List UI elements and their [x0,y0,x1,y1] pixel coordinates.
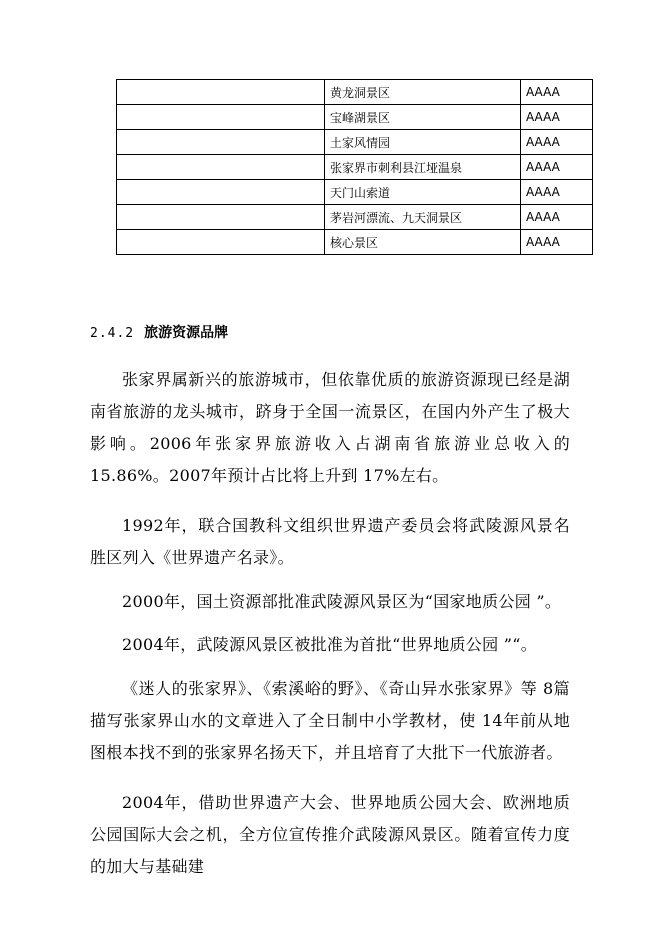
section-heading [90,322,228,342]
scenic-area-grade: AAAA [521,205,593,230]
scenic-area-name: 黄龙洞景区 [325,80,521,105]
section-title: 旅游资源品牌 [144,325,229,341]
table-cell-empty [117,180,325,205]
scenic-area-name: 土家风情园 [325,130,521,155]
table-row [117,130,593,155]
table-row [117,105,593,130]
table-row [117,230,593,255]
table-cell-empty [117,155,325,180]
scenic-area-name: 茅岩河漂流、九天洞景区 [325,205,521,230]
table-row [117,80,593,105]
table-cell-empty [117,230,325,255]
paragraph-2000-geopark: 2000年，国土资源部批准武陵源风景区为“国家地质公园 ”。 [122,592,562,611]
table-row [117,155,593,180]
scenic-area-grade: AAAA [521,155,593,180]
scenic-area-grade: AAAA [521,230,593,255]
scenic-area-grade: AAAA [521,180,593,205]
paragraph-tourism-overview: 张家界属新兴的旅游城市，但依靠优质的旅游资源现已经是湖南省旅游的龙头城市，跻身于全国一流景区，在国内外产生了极大影响。2006年张家界旅游收入占湖南省旅游业总收入的 15.86%。2007年预计占比将上升到 17%左右。 [90,370,570,485]
table-cell-empty [117,105,325,130]
scenic-area-grade: AAAA [521,80,593,105]
scenic-area-name: 张家界市刺利县江垭温泉 [325,155,521,180]
scenic-area-grade: AAAA [521,130,593,155]
scenic-area-grade: AAAA [521,105,593,130]
scenic-area-table [116,79,593,255]
table-row [117,180,593,205]
table-cell-empty [117,80,325,105]
paragraph-1992-heritage: 1992年，联合国教科文组织世界遗产委员会将武陵源风景名胜区列入《世界遗产名录》。 [90,516,570,567]
table-cell-empty [117,205,325,230]
paragraph-2004-promotion: 2004年，借助世界遗产大会、世界地质公园大会、欧洲地质公园国际大会之机，全方位宣传推介武陵源风景区。随着宣传力度的加大与基础建 [90,793,570,876]
scenic-area-name: 天门山索道 [325,180,521,205]
paragraph-textbooks: 《迷人的张家界》、《索溪峪的野》、《奇山异水张家界》等 8篇描写张家界山水的文章进入了全日制中小学教材，使 14年前从地图根本找不到的张家界名扬天下，并且培育了大批下一代旅游者。 [90,679,570,762]
table-row [117,205,593,230]
table-cell-empty [117,130,325,155]
scenic-area-name: 核心景区 [325,230,521,255]
paragraph-2004-world-geopark: 2004年，武陵源风景区被批准为首批“世界地质公园 ”“。 [122,635,538,654]
scenic-area-name: 宝峰湖景区 [325,105,521,130]
section-number: 2.4.2 [90,326,135,341]
